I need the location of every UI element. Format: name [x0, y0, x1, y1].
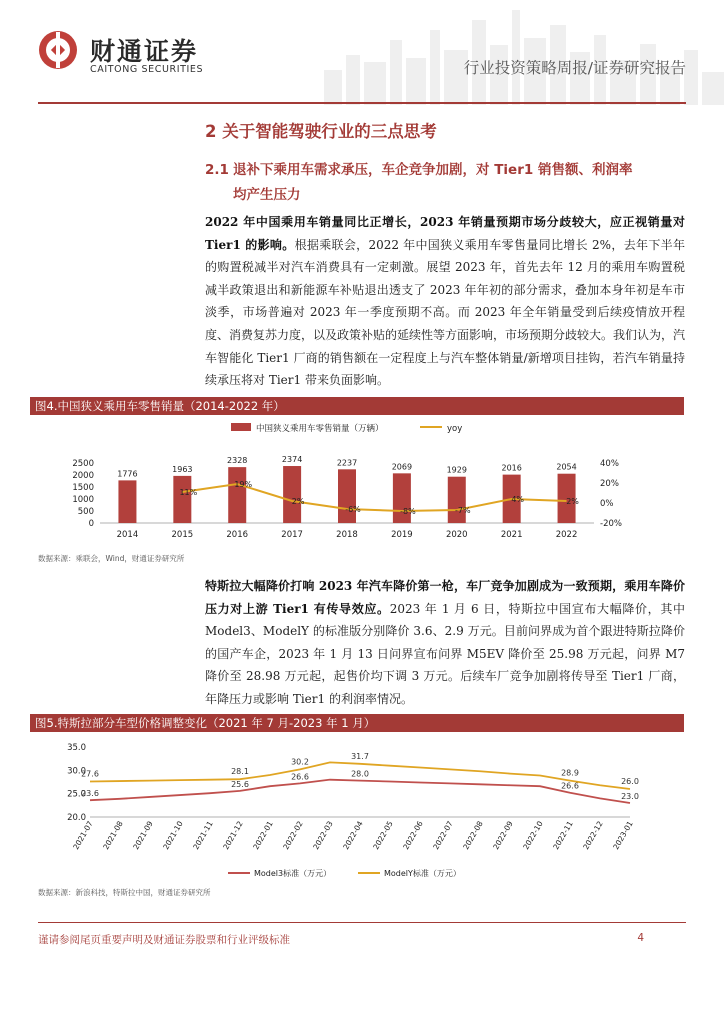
figure4-title: 图4.中国狭义乘用车零售销量（2014-2022 年）: [30, 397, 684, 415]
price-line-model3: [90, 780, 630, 803]
bar-2017: [283, 466, 301, 523]
x-tick-label: 2018: [336, 530, 358, 540]
bar-2014: [118, 480, 136, 523]
bar-data-label: 2328: [227, 456, 248, 466]
x-tick-label: 2016: [226, 530, 249, 540]
yoy-data-label: -8%: [400, 507, 416, 516]
paragraph-lead: 2022 年中国乘用车销量同比正增长，2023 年销量预期市场分歧较大，应正视销量对 Tier1 的影响。: [205, 215, 685, 252]
bar-data-label: 1929: [446, 465, 467, 475]
bar-data-label: 2237: [336, 458, 358, 468]
yoy-data-label: -6%: [345, 505, 361, 514]
x-tick-label: 2022-04: [341, 819, 365, 852]
y-tick-label: 30.0: [67, 766, 86, 777]
caitong-logo-icon: [38, 30, 78, 70]
y-right-tick-label: -20%: [600, 519, 622, 529]
price-data-label: 28.9: [561, 768, 579, 778]
price-data-label: 26.6: [291, 772, 309, 782]
bar-2018: [338, 469, 356, 523]
x-tick-label: 2021-11: [191, 819, 215, 852]
footer-divider: [38, 922, 686, 923]
legend-label-model3: Model3标准（万元）: [254, 869, 332, 878]
figure4-source: 数据来源：乘联会，Wind，财通证券研究所: [38, 554, 185, 563]
x-tick-label: 2022-12: [581, 819, 605, 852]
x-tick-label: 2022-10: [521, 819, 545, 852]
x-tick-label: 2019: [391, 530, 413, 540]
figure4-chart: [0, 418, 724, 548]
figure5-title: 图5.特斯拉部分车型价格调整变化（2021 年 7 月-2023 年 1 月）: [30, 714, 684, 732]
subsection-number: 2.1: [205, 162, 229, 178]
x-tick-label: 2022-09: [491, 819, 515, 852]
page-number: 4: [637, 932, 644, 944]
yoy-data-label: -7%: [454, 506, 471, 515]
bar-2015: [173, 476, 191, 523]
yoy-data-label: 19%: [234, 480, 253, 489]
skyline-background: [304, 0, 724, 105]
x-tick-label: 2022-05: [371, 819, 395, 852]
paragraph-body: 2023 年 1 月 6 日，特斯拉中国宣布大幅降价，其中 Model3、ModelY 的标准版分别降价 3.6、2.9 万元。目前问界成为首个跟进特斯拉降价的国产车企，2023 年 1 月 13 日问界宣布问界 M5EV 降价至 25.98 万元起，问界 M7 降价至 28.98 万元起，起售价均下调 3 万元。后续车厂竞争加剧将传导至 Tier1 厂商，年降压力或影响 Tier1 的利润率情况。: [205, 601, 685, 706]
x-tick-label: 2021-12: [221, 819, 245, 852]
bar-data-label: 2374: [281, 455, 303, 465]
yoy-data-label: 2%: [566, 497, 579, 506]
yoy-data-label: 11%: [179, 488, 198, 497]
paragraph-lead: 特斯拉大幅降价打响 2023 年汽车降价第一枪，车厂竞争加剧成为一致预期，乘用车降价压力对上游 Tier1 有传导效应。: [205, 579, 685, 616]
x-tick-label: 2014: [116, 530, 139, 540]
paragraph-sales-outlook: [205, 211, 685, 392]
x-tick-label: 2021-10: [161, 819, 185, 852]
x-tick-label: 2020: [445, 530, 468, 540]
header-divider: [38, 102, 686, 104]
x-tick-label: 2022: [555, 530, 578, 540]
legend-label-yoy: yoy: [447, 424, 463, 434]
y-left-tick-label: 0: [88, 519, 94, 529]
price-data-label: 30.2: [291, 757, 309, 767]
y-left-tick-label: 1500: [72, 483, 94, 493]
price-data-label: 26.0: [621, 777, 639, 786]
legend-label-modely: ModelY标准（万元）: [384, 869, 461, 878]
price-data-label: 31.7: [351, 751, 369, 761]
x-tick-label: 2021-07: [71, 819, 95, 852]
y-left-tick-label: 500: [77, 507, 94, 517]
price-data-label: 25.6: [231, 779, 249, 789]
x-tick-label: 2021-08: [101, 819, 125, 852]
x-tick-label: 2022-08: [461, 819, 485, 852]
price-data-label: 27.6: [81, 769, 99, 779]
x-tick-label: 2022-06: [401, 819, 425, 852]
bar-2016: [228, 467, 246, 523]
price-data-label: 26.6: [561, 781, 579, 791]
company-name-cn: 财通证券: [90, 37, 199, 66]
subsection-title-line1: 退补下乘用车需求承压，车企竞争加剧，对 Tier1 销售额、利润率: [233, 162, 633, 178]
bar-data-label: 1963: [172, 464, 193, 474]
y-tick-label: 20.0: [67, 813, 86, 823]
y-right-tick-label: 0%: [600, 499, 614, 509]
section-heading: 2 关于智能驾驶行业的三点思考: [205, 122, 437, 141]
x-tick-label: 2022-11: [551, 819, 575, 852]
y-tick-label: 25.0: [67, 789, 86, 800]
yoy-data-label: 2%: [291, 497, 305, 506]
price-data-label: 28.0: [351, 769, 369, 779]
y-left-tick-label: 1000: [72, 495, 94, 505]
figure5-source: 数据来源：新浪科技，特斯拉中国，财通证券研究所: [38, 888, 211, 897]
x-tick-label: 2022-03: [311, 819, 335, 852]
page-header: [0, 0, 724, 105]
legend-label-sales: 中国狭义乘用车零售销量（万辆）: [256, 424, 384, 434]
legend-swatch-sales: [231, 423, 251, 431]
x-tick-label: 2021-09: [131, 819, 155, 852]
x-tick-label: 2022-01: [251, 819, 275, 852]
x-tick-label: 2022-07: [431, 819, 455, 852]
subsection-title-line2: 均产生压力: [233, 187, 301, 203]
paragraph-tesla-price-cut: [205, 575, 685, 711]
bar-data-label: 2016: [501, 463, 522, 473]
price-data-label: 23.0: [621, 792, 639, 801]
bar-data-label: 1776: [117, 469, 138, 479]
bar-data-label: 2069: [391, 462, 413, 472]
x-tick-label: 2021: [500, 530, 523, 540]
bar-data-label: 2054: [556, 462, 577, 472]
yoy-data-label: 4%: [511, 495, 525, 504]
x-tick-label: 2015: [171, 530, 194, 540]
subsection-heading: [205, 158, 685, 208]
x-tick-label: 2023-01: [611, 819, 635, 852]
report-type: 行业投资策略周报/证券研究报告: [463, 59, 686, 77]
x-tick-label: 2022-02: [281, 819, 305, 852]
price-data-label: 28.1: [231, 767, 249, 777]
price-data-label: 23.6: [81, 789, 99, 799]
company-name-en: CAITONG SECURITIES: [90, 64, 204, 75]
paragraph-body: 根据乘联会，2022 年中国狭义乘用车零售量同比增长 2%，去年下半年的购置税减半对汽车消费具有一定刺激。展望 2023 年，首先去年 12 月的乘用车购置税减半政策退出和新能源车补贴退出透支了 2023 年年初的部分需求，叠加本身年初是车市淡季，市场普遍对 2023 年一季度预期不高。而 2023 年全年销量受到后续疫情放开程度、消费复苏力度，以及政策补贴的延续性等方面影响，市场预期分歧较大。我们认为，汽车智能化 Tier1 厂商的销售额在一定程度上与汽车整体销量/新增项目挂钩，若汽车销量持续承压将对 Tier1 带来负面影响。: [205, 237, 686, 388]
y-tick-label: 35.0: [67, 743, 86, 753]
y-left-tick-label: 2500: [72, 459, 94, 469]
y-right-tick-label: 40%: [600, 459, 619, 469]
x-tick-label: 2017: [281, 530, 303, 540]
y-right-tick-label: 20%: [600, 479, 619, 489]
footer-disclaimer: 谨请参阅尾页重要声明及财通证券股票和行业评级标准: [38, 934, 290, 946]
y-left-tick-label: 2000: [72, 471, 94, 481]
bar-2020: [448, 477, 466, 523]
figure5-chart: [0, 735, 724, 885]
